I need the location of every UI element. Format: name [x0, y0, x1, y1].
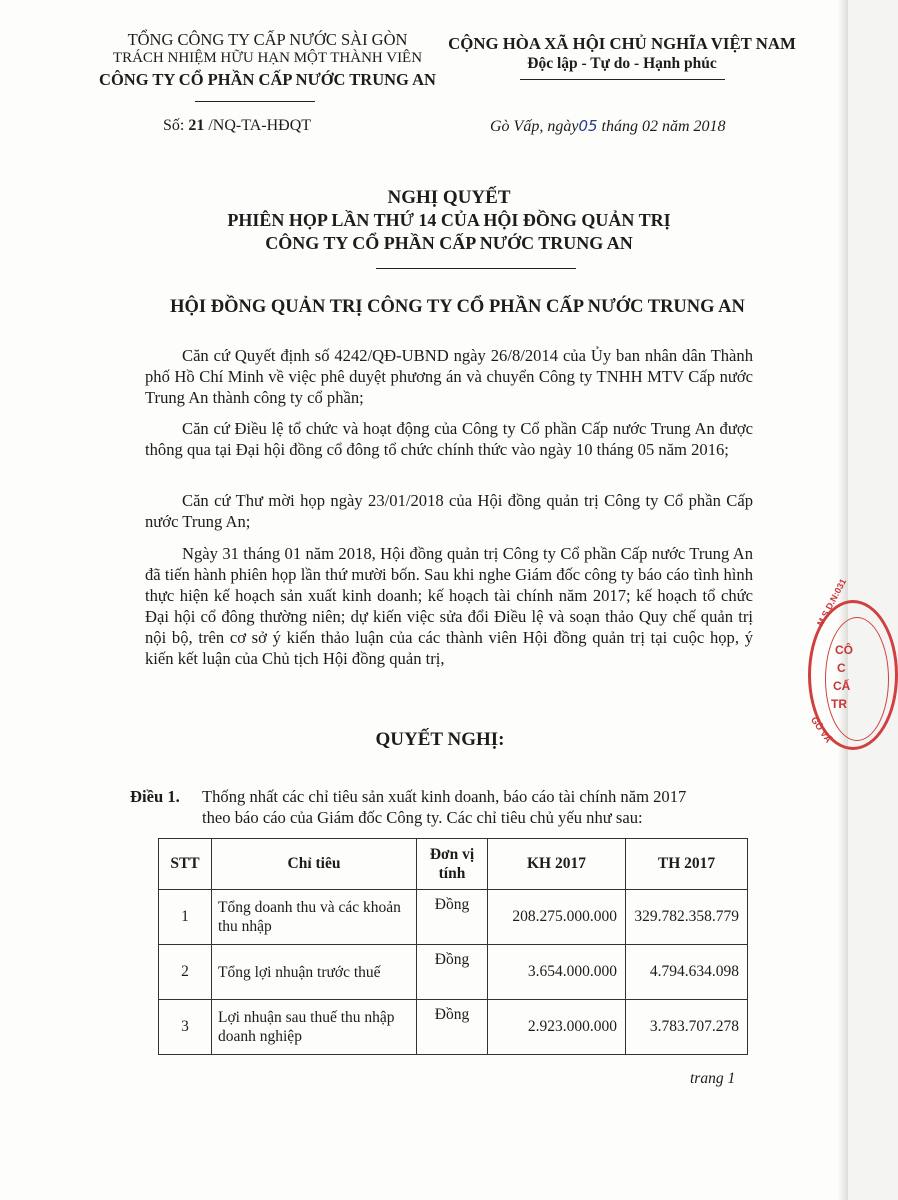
row-unit: Đồng: [417, 890, 488, 945]
row-actual: 329.782.358.779: [626, 890, 748, 945]
document-number-prefix: Số:: [163, 117, 185, 134]
header-right-rule: [520, 79, 725, 80]
row-unit: Đồng: [417, 945, 488, 1000]
basis-paragraph-3: Căn cứ Thư mời họp ngày 23/01/2018 của Hội đồng quản trị Công ty Cổ phần Cấp nước Trung An;: [145, 491, 753, 531]
seal-text-3: CẤ: [833, 679, 851, 693]
place-date: [490, 117, 726, 136]
document-number-value: 21: [188, 117, 205, 134]
resolution-heading: QUYẾT NGHỊ:: [375, 729, 505, 750]
seal-text-2: C: [837, 661, 846, 675]
article-1-line-2: theo báo cáo của Giám đốc Công ty. Các chỉ tiêu chủ yếu như sau:: [202, 808, 643, 827]
place-date-suffix: tháng 02 năm 2018: [601, 118, 726, 135]
seal-text-top: M.S.D.N:031: [815, 577, 849, 628]
row-stt: 3: [159, 1000, 212, 1055]
header-company-type: TRÁCH NHIỆM HỮU HẠN MỘT THÀNH VIÊN: [112, 50, 423, 66]
resolution-title: NGHỊ QUYẾT: [387, 187, 511, 208]
row-indicator: Tổng doanh thu và các khoản thu nhập: [212, 890, 417, 945]
header-unit-line-2: tính: [438, 864, 466, 882]
row-unit: Đồng: [417, 1000, 488, 1055]
board-heading: HỘI ĐỒNG QUẢN TRỊ CÔNG TY CỔ PHẦN CẤP NƯỚC TRUNG AN: [170, 297, 745, 317]
header-left-rule: [195, 101, 315, 102]
row-actual: 3.783.707.278: [626, 1000, 748, 1055]
header-unit: [417, 839, 488, 890]
page-number: trang 1: [690, 1070, 736, 1087]
header-plan: KH 2017: [488, 839, 626, 890]
table-row: [159, 890, 748, 945]
document-number: [163, 117, 311, 135]
row-plan: 2.923.000.000: [488, 1000, 626, 1055]
row-stt: 2: [159, 945, 212, 1000]
company-seal-stamp: [808, 577, 898, 750]
place-date-prefix: Gò Vấp, ngày: [490, 118, 579, 135]
meeting-paragraph: Ngày 31 tháng 01 năm 2018, Hội đồng quản trị Công ty Cổ phần Cấp nước Trung An đã tiến hành phiên họp lần thứ mười bốn. Sau khi nghe Giám đốc công ty báo cáo tình hình thực hiện kế hoạch sản xuất kinh doanh; kế hoạch tài chính năm 2017; kế hoạch tổ chức Đại hội cổ đông thường niên; dự kiến việc sửa đổi Điều lệ và soạn thảo Quy chế quản trị nội bộ, trên cơ sở ý kiến thảo luận của các thành viên Hội đồng quản trị tại cuộc họp, ý kiến kết luận của Chủ tịch Hội đồng quản trị,: [145, 544, 753, 668]
header-company-name: CÔNG TY CỔ PHẦN CẤP NƯỚC TRUNG AN: [99, 70, 436, 89]
header-parent-company: TỔNG CÔNG TY CẤP NƯỚC SÀI GÒN: [127, 30, 408, 49]
row-indicator: Tổng lợi nhuận trước thuế: [212, 945, 417, 1000]
resolution-subtitle: PHIÊN HỌP LẦN THỨ 14 CỦA HỘI ĐỒNG QUẢN TRỊ: [227, 210, 671, 230]
basis-paragraph-2: Căn cứ Điều lệ tổ chức và hoạt động của Công ty Cổ phần Cấp nước Trung An được thông qua tại Đại hội đồng cổ đông tổ chức chính thức vào ngày 10 tháng 05 năm 2016;: [145, 419, 753, 459]
header-stt: STT: [159, 839, 212, 890]
table-row: [159, 1000, 748, 1055]
row-plan: 208.275.000.000: [488, 890, 626, 945]
header-country: CỘNG HÒA XÃ HỘI CHỦ NGHĨA VIỆT NAM: [448, 34, 796, 53]
handwritten-day: 05: [578, 117, 598, 135]
article-1-line-1: Thống nhất các chỉ tiêu sản xuất kinh doanh, báo cáo tài chính năm 2017: [202, 787, 687, 806]
header-indicator: Chỉ tiêu: [212, 839, 417, 890]
title-rule: [376, 268, 576, 269]
seal-text-1: CÔ: [835, 643, 853, 657]
header-unit-line-1: Đơn vị: [429, 845, 475, 863]
row-plan: 3.654.000.000: [488, 945, 626, 1000]
row-indicator: Lợi nhuận sau thuế thu nhập doanh nghiệp: [212, 1000, 417, 1055]
table-row: [159, 945, 748, 1000]
seal-text-bottom: GÒ VẤ: [808, 715, 834, 745]
row-actual: 4.794.634.098: [626, 945, 748, 1000]
targets-table: [158, 838, 748, 1055]
seal-text-4: TR: [831, 697, 847, 711]
table-header-row: [159, 839, 748, 890]
basis-paragraph-1: Căn cứ Quyết định số 4242/QĐ-UBND ngày 26/8/2014 của Ủy ban nhân dân Thành phố Hồ Chí Minh về việc phê duyệt phương án và chuyển Công ty TNHH MTV Cấp nước Trung An thành công ty cổ phần;: [145, 346, 753, 407]
row-stt: 1: [159, 890, 212, 945]
document-number-suffix: /NQ-TA-HĐQT: [208, 117, 312, 134]
article-1-label: Điều 1.: [130, 787, 180, 806]
header-motto: Độc lập - Tự do - Hạnh phúc: [527, 55, 717, 72]
header-actual: TH 2017: [626, 839, 748, 890]
resolution-company: CÔNG TY CỔ PHẦN CẤP NƯỚC TRUNG AN: [265, 233, 633, 253]
